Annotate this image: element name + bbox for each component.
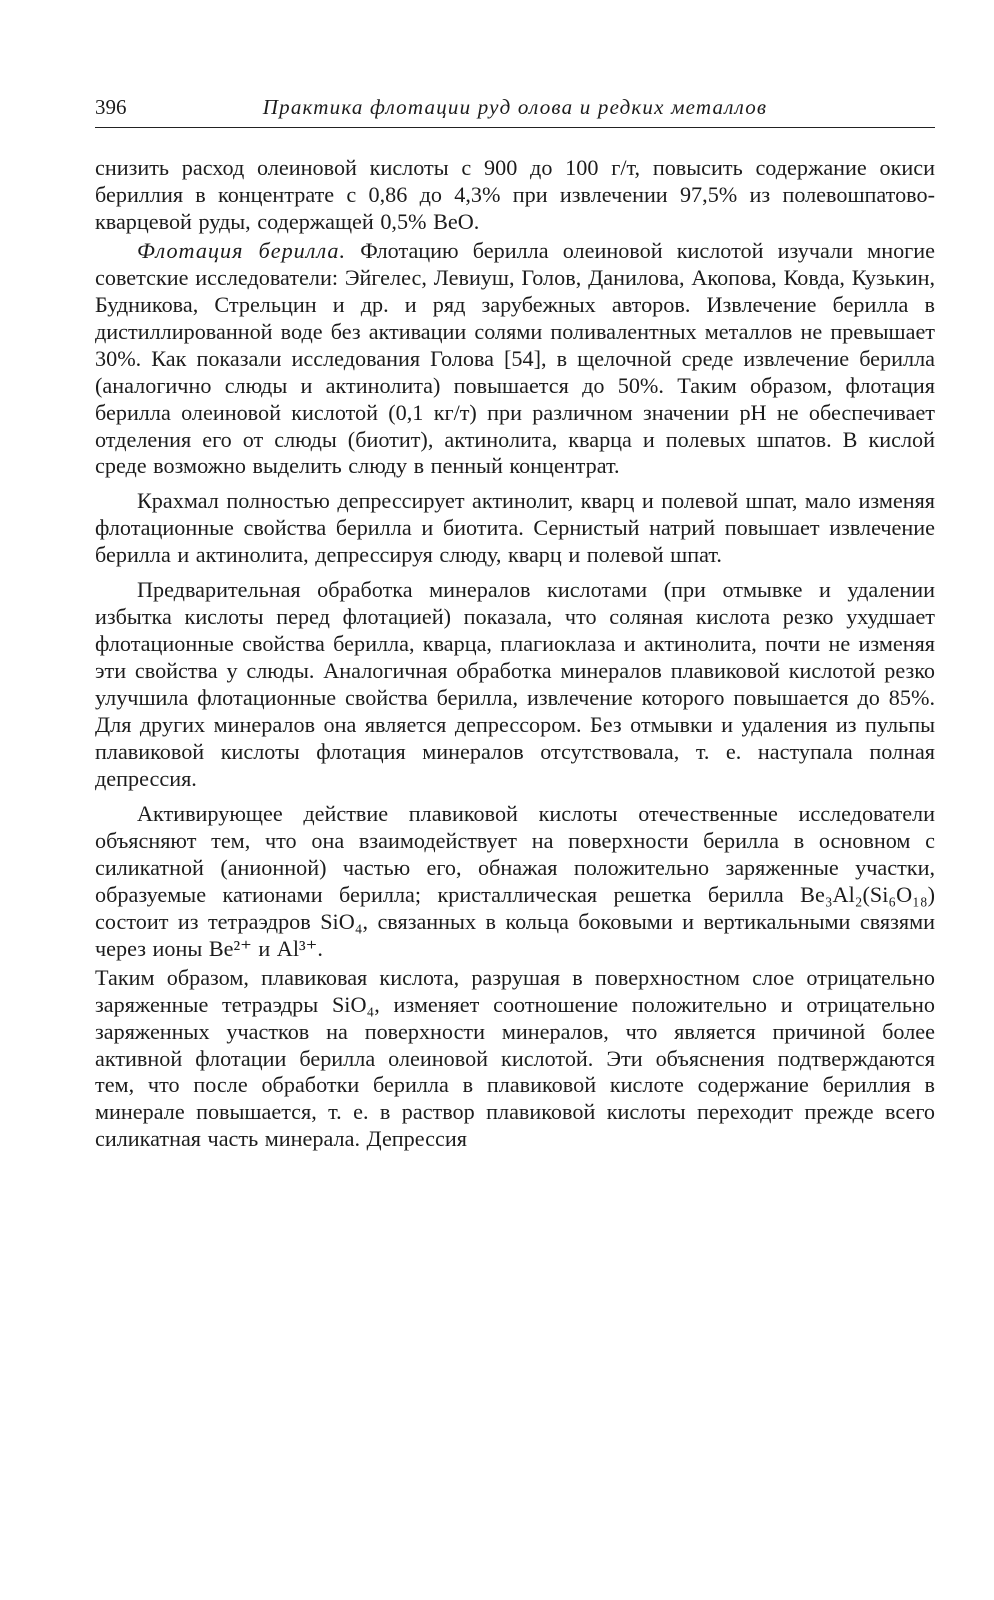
paragraph-4: Предварительная обработка минералов кислотами (при отмывке и удалении избытка кислоты перед флотацией) показала, что соляная кислота резко ухудшает флотационные свойства берилла, кварца, плагиоклаза и актинолита, почти не изменяя эти свойства у слюды. Аналогичная обработка минералов плавиковой кислотой резко улучшила флотационные свойства берилла, извлечение которого повышается до 85%. Для других минералов она является депрессором. Без отмывки и удаления из пульпы плавиковой кислоты флотация минералов отсутствовала, т. е. наступала полная депрессия. <box>95 577 935 791</box>
paragraph-5-text-b: состоит из тетраэдров SiO₄, связанных в кольца боковыми и вертикальными связями через ионы Be²⁺ и Al³⁺. <box>95 908 935 961</box>
paragraph-5-text-a: Активирующее действие плавиковой кислоты отечественные исследователи объясняют тем, что она взаимодействует на поверхности берилла в основном с силикатной (анионной) частью его, обнажая положительно заряженные участки, образуемые катионами берилла; кристаллическая решетка берилла <box>95 800 935 907</box>
paragraph-6: Таким образом, плавиковая кислота, разрушая в поверхностном слое отрицательно заряженные тетраэдры SiO₄, изменяет соотношение положительно и отрицательно заряженных участков на поверхности минералов, что является причиной более активной флотации берилла олеиновой кислотой. Эти объяснения подтверждаются тем, что после обработки берилла в плавиковой кислоте содержание бериллия в минерале повышается, т. е. в раствор плавиковой кислоты переходит прежде всего силикатная часть минерала. Депрессия <box>95 964 935 1152</box>
paragraph-2 <box>95 238 935 481</box>
body-text <box>95 155 935 1153</box>
section-heading-beryl-flotation: Флотация берилла. <box>137 237 347 263</box>
beryl-formula: Be₃Al₂(Si₆O₁₈) <box>800 881 935 907</box>
page-number: 396 <box>95 95 127 119</box>
paragraph-1: снизить расход олеиновой кислоты с 900 до 100 г/т, повысить содержание окиси бериллия в концентрате с 0,86 до 4,3% при извлечении 97,5% из полевошпатово-кварцевой руды, содержащей 0,5% BeO. <box>95 155 935 234</box>
paragraph-2-text: Флотацию берилла олеиновой кислотой изучали многие советские исследователи: Эйгелес, Левиуш, Голов, Данилова, Акопова, Ковда, Кузькин, Будникова, Стрельцин и др. и ряд зарубежных авторов. Извлечение берилла в дистиллированной воде без активации солями поливалентных металлов не превышает 30%. Как показали исследования Голова [54], в щелочной среде извлечение берилла (аналогично слюды и актинолита) повышается до 50%. Таким образом, флотация берилла олеиновой кислотой (0,1 кг/т) при различном значении pH не обеспечивает отделения его от слюды (биотит), актинолита, кварца и полевых шпатов. В кислой среде возможно выделить слюду в пенный концентрат. <box>95 237 935 479</box>
paragraph-3: Крахмал полностью депрессирует актинолит, кварц и полевой шпат, мало изменяя флотационные свойства берилла и биотита. Сернистый натрий повышает извлечение берилла и актинолита, депрессируя слюду, кварц и полевой шпат. <box>95 488 935 568</box>
paragraph-5 <box>95 801 935 963</box>
header-rule <box>95 127 935 128</box>
running-title: Практика флотации руд олова и редких металлов <box>262 95 768 119</box>
